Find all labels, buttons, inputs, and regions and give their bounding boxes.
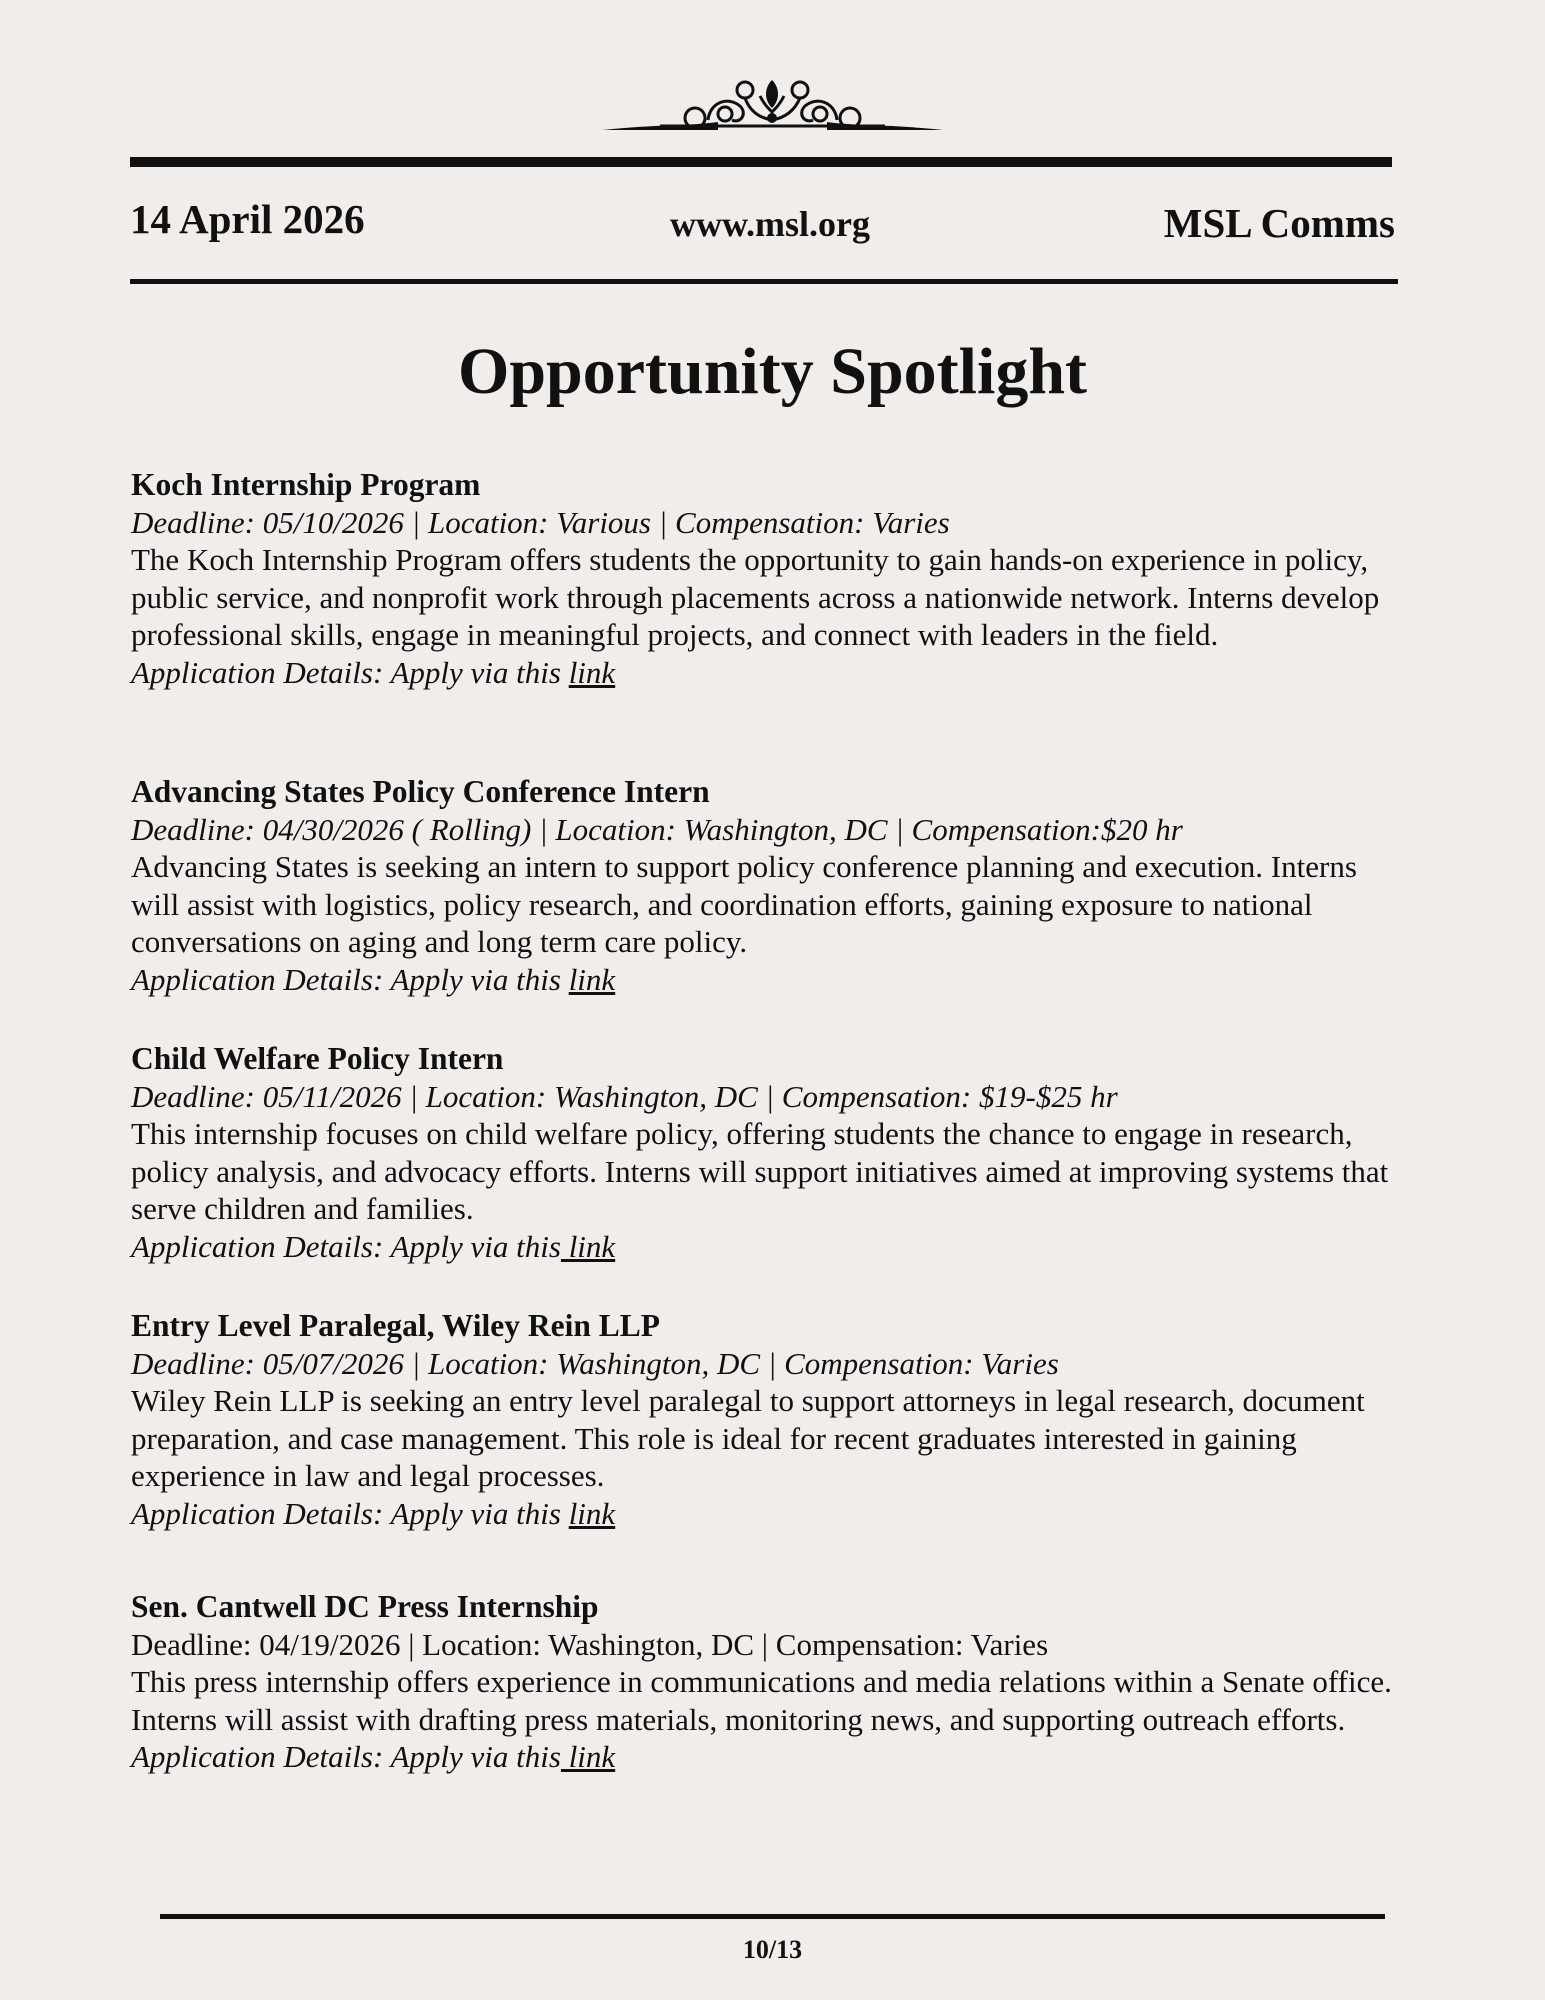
listing-description: Wiley Rein LLP is seeking an entry level paralegal to support attorneys in legal research, document preparation, and case management. This role is ideal for recent graduates interested in gaining experience in law and legal processes.	[131, 1383, 1365, 1493]
listing-title: Sen. Cantwell DC Press Internship	[131, 1589, 599, 1624]
flourish-ornament-icon	[600, 74, 945, 136]
masthead-rule	[130, 279, 1398, 284]
listing-cantwell-press	[131, 1588, 1401, 1776]
page-title: Opportunity Spotlight	[458, 335, 1087, 408]
listing-title: Advancing States Policy Conference Intern	[131, 774, 710, 809]
apply-prefix: Application Details: Apply via this	[131, 1495, 569, 1531]
listing-child-welfare	[131, 1040, 1401, 1265]
apply-link[interactable]: link	[568, 1495, 616, 1531]
listing-meta: Deadline: 05/10/2026 | Location: Various | Compensation: Varies	[131, 504, 950, 540]
apply-link[interactable]: link	[568, 961, 616, 997]
listing-description: Advancing States is seeking an intern to support policy conference planning and execution. Interns will assist with logistics, policy research, and coordination efforts, gaining exposure to national conversations on aging and long term care policy.	[131, 849, 1357, 959]
apply-prefix: Application Details: Apply via this	[131, 654, 569, 690]
application-details	[131, 1228, 1401, 1266]
page-number: 10/13	[742, 1935, 803, 1964]
apply-link[interactable]: link	[568, 654, 616, 690]
listing-title: Koch Internship Program	[131, 467, 481, 502]
listing-advancing-states	[131, 773, 1401, 998]
listing-description: This internship focuses on child welfare policy, offering students the chance to engage in research, policy analysis, and advocacy efforts. Interns will support initiatives aimed at improving systems that serve children and families.	[131, 1116, 1389, 1226]
listing-meta: Deadline: 05/07/2026 | Location: Washington, DC | Compensation: Varies	[131, 1345, 1059, 1381]
apply-prefix: Application Details: Apply via this	[131, 961, 569, 997]
issue-date: 14 April 2026	[130, 196, 365, 242]
listing-meta: Deadline: 04/19/2026 | Location: Washington, DC | Compensation: Varies	[131, 1626, 1049, 1662]
listing-description: This press internship offers experience in communications and media relations within a Senate office. Interns will assist with drafting press materials, monitoring news, and supporting outreach efforts.	[131, 1664, 1392, 1737]
listing-meta: Deadline: 04/30/2026 ( Rolling) | Location: Washington, DC | Compensation:$20 hr	[131, 811, 1183, 847]
top-rule	[130, 157, 1392, 167]
application-details	[131, 654, 1401, 692]
apply-link[interactable]: link	[560, 1739, 616, 1774]
organization-name: MSL Comms	[1163, 200, 1395, 246]
application-details	[131, 1495, 1401, 1533]
listing-wiley-rein	[131, 1307, 1401, 1532]
footer-rule	[160, 1914, 1385, 1919]
website-url: www.msl.org	[670, 204, 870, 244]
listing-meta: Deadline: 05/11/2026 | Location: Washington, DC | Compensation: $19-$25 hr	[131, 1078, 1118, 1114]
listing-title: Entry Level Paralegal, Wiley Rein LLP	[131, 1308, 661, 1343]
listing-title: Child Welfare Policy Intern	[131, 1041, 504, 1076]
apply-prefix: Application Details: Apply via this	[131, 1228, 561, 1264]
application-details	[131, 961, 1401, 999]
apply-link[interactable]: link	[560, 1228, 616, 1264]
listing-description: The Koch Internship Program offers students the opportunity to gain hands-on experience in policy, public service, and nonprofit work through placements across a nationwide network. Interns develop professional skills, engage in meaningful projects, and connect with leaders in the field.	[131, 542, 1380, 652]
masthead	[130, 195, 1395, 245]
apply-prefix: Application Details: Apply via this	[131, 1739, 561, 1774]
application-details	[131, 1738, 1401, 1776]
listing-koch-internship	[131, 466, 1401, 691]
